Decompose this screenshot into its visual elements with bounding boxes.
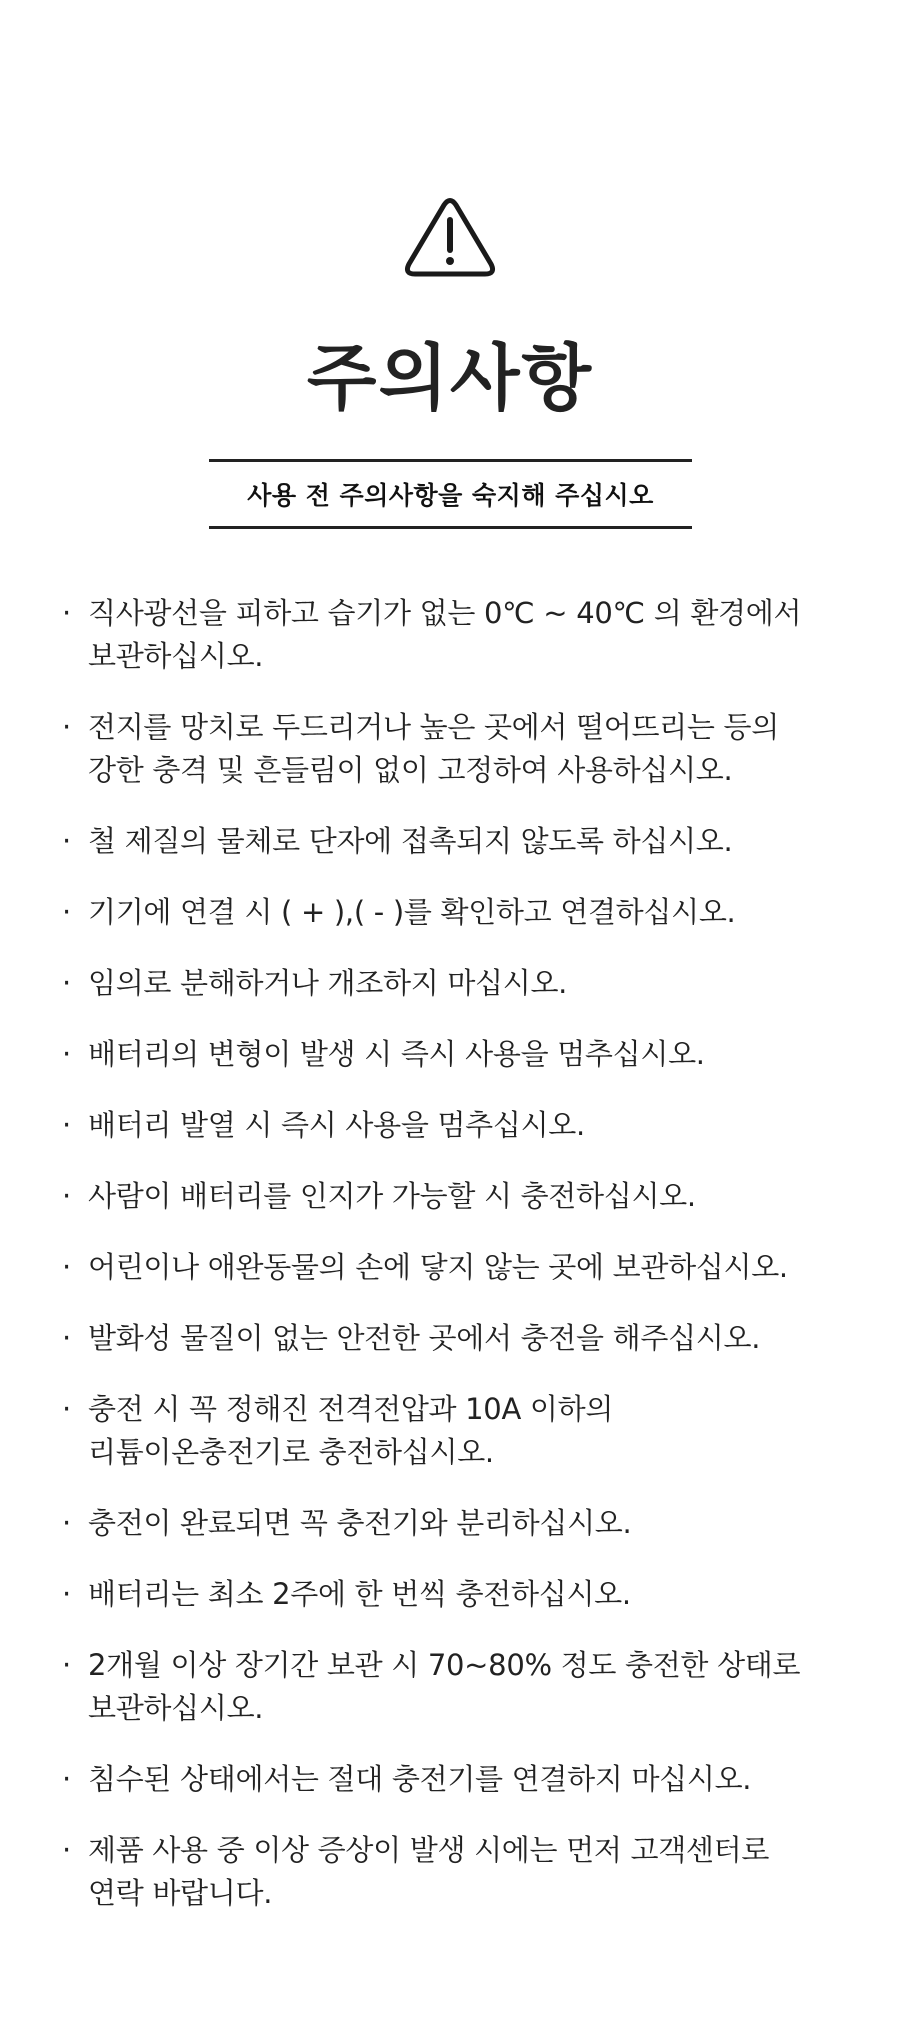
notice-item: [62, 962, 842, 1005]
notice-text: 전지를 망치로 두드리거나 높은 곳에서 떨어뜨리는 등의 강한 충격 및 흔들림이 없이 고정하여 사용하십시오.: [88, 710, 779, 787]
notice-text: 어린이나 애완동물의 손에 닿지 않는 곳에 보관하십시오.: [88, 1250, 788, 1284]
notice-item: [62, 891, 842, 934]
notice-item: [62, 1317, 842, 1360]
notice-item: [62, 1104, 842, 1147]
bullet-mark: ·: [62, 1648, 71, 1682]
notice-item: [62, 1175, 842, 1218]
bullet-mark: ·: [62, 966, 71, 1000]
page-title: 주의사항: [306, 336, 594, 420]
bullet-mark: ·: [62, 1506, 71, 1540]
bullet-mark: ·: [62, 1108, 71, 1142]
bullet-mark: ·: [62, 1392, 71, 1426]
notice-item: [62, 706, 842, 792]
notice-text: 기기에 연결 시 ( + ),( - )를 확인하고 연결하십시오.: [88, 895, 736, 929]
bullet-mark: ·: [62, 710, 71, 744]
bullet-mark: ·: [62, 1833, 71, 1867]
notice-item: [62, 1829, 842, 1915]
notice-text: 배터리는 최소 2주에 한 번씩 충전하십시오.: [88, 1577, 631, 1611]
notice-text: 배터리 발열 시 즉시 사용을 멈추십시오.: [88, 1108, 585, 1142]
bullet-mark: ·: [62, 1762, 71, 1796]
notice-item: [62, 1388, 842, 1474]
notice-text: 2개월 이상 장기간 보관 시 70~80% 정도 충전한 상태로 보관하십시오.: [88, 1648, 801, 1725]
bullet-mark: ·: [62, 1250, 71, 1284]
bullet-mark: ·: [62, 596, 71, 630]
notice-list: [62, 592, 842, 1943]
notice-text: 사람이 배터리를 인지가 가능할 시 충전하십시오.: [88, 1179, 696, 1213]
bullet-mark: ·: [62, 895, 71, 929]
notice-item: [62, 1246, 842, 1289]
notice-item: [62, 1573, 842, 1616]
notice-text: 침수된 상태에서는 절대 충전기를 연결하지 마십시오.: [88, 1762, 752, 1796]
notice-item: [62, 1644, 842, 1730]
notice-item: [62, 820, 842, 863]
bullet-mark: ·: [62, 824, 71, 858]
notice-text: 임의로 분해하거나 개조하지 마십시오.: [88, 966, 568, 1000]
notice-text: 제품 사용 중 이상 증상이 발생 시에는 먼저 고객센터로 연락 바랍니다.: [88, 1833, 770, 1910]
bullet-mark: ·: [62, 1577, 71, 1611]
bullet-mark: ·: [62, 1179, 71, 1213]
notice-text: 철 제질의 물체로 단자에 접촉되지 않도록 하십시오.: [88, 824, 733, 858]
notice-text: 배터리의 변형이 발생 시 즉시 사용을 멈추십시오.: [88, 1037, 705, 1071]
notice-text: 충전이 완료되면 꼭 충전기와 분리하십시오.: [88, 1506, 632, 1540]
bullet-mark: ·: [62, 1321, 71, 1355]
notice-text: 충전 시 꼭 정해진 전격전압과 10A 이하의 리튬이온충전기로 충전하십시오.: [88, 1392, 614, 1469]
notice-text: 발화성 물질이 없는 안전한 곳에서 충전을 해주십시오.: [88, 1321, 761, 1355]
notice-item: [62, 592, 842, 678]
notice-text: 직사광선을 피하고 습기가 없는 0℃ ~ 40℃ 의 환경에서 보관하십시오.: [88, 596, 802, 673]
notice-item: [62, 1502, 842, 1545]
subtitle-banner: [209, 459, 692, 529]
bullet-mark: ·: [62, 1037, 71, 1071]
notice-item: [62, 1033, 842, 1076]
subtitle: 사용 전 주의사항을 숙지해 주십시오: [247, 481, 654, 510]
warning-icon: [404, 196, 496, 278]
notice-item: [62, 1758, 842, 1801]
